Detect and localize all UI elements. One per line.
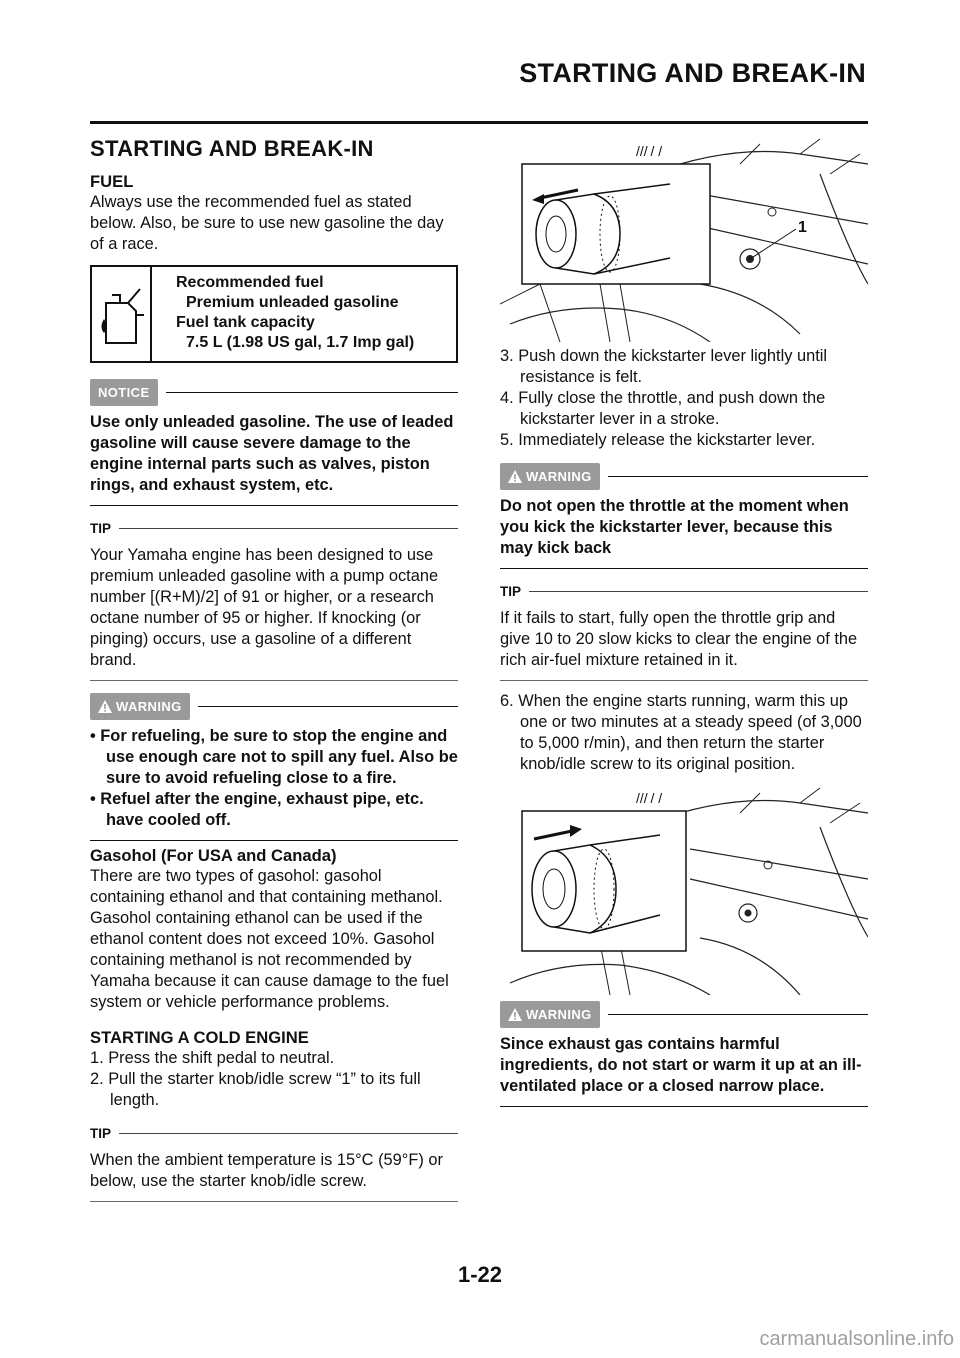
fuel-text: Always use the recommended fuel as stated below. Also, be sure to use new gasoline the day of a race. [90, 193, 444, 253]
spec-value-fuel: Premium unleaded gasoline [186, 294, 399, 311]
warning-label: WARNING [526, 469, 592, 484]
warning-label: WARNING [526, 1007, 592, 1022]
right-column [500, 134, 868, 1107]
warning-badge [90, 693, 190, 720]
warning-end-rule [500, 568, 868, 569]
spec-value-capacity: 7.5 L (1.98 US gal, 1.7 Imp gal) [186, 334, 415, 351]
fuel-heading: FUEL [90, 172, 134, 191]
warning-label: WARNING [116, 699, 182, 714]
tip-header [500, 581, 868, 602]
warning-triangle-icon [98, 700, 112, 713]
step-item: 6. When the engine starts running, warm this up one or two minutes at a steady speed (of 3,000 to 5,000 r/min), and then return the starter knob/idle screw to its original position. [500, 692, 862, 773]
tip-text: Your Yamaha engine has been designed to use premium unleaded gasoline with a pump octane number [(R+M)/2] of 91 or higher, or a research octane number of 95 or higher. If knocking (or pinging) occurs, use a gasoline of a different brand. [90, 546, 439, 669]
step-item: 3. Push down the kickstarter lever lightly until resistance is felt. [500, 347, 828, 386]
tip-header [90, 1123, 458, 1144]
cold-start-heading: STARTING A COLD ENGINE [90, 1028, 309, 1047]
tip-rule [529, 591, 868, 592]
tip-label: TIP [90, 521, 112, 536]
tip-rule [119, 1133, 458, 1134]
warning-rule [198, 706, 458, 707]
tip-end-rule [90, 680, 458, 681]
notice-badge: NOTICE [90, 379, 158, 406]
section-title: STARTING AND BREAK-IN [90, 136, 374, 161]
fuel-spec-box [90, 265, 458, 363]
page-header-title: STARTING AND BREAK-IN [519, 58, 866, 88]
warning-triangle-icon [508, 470, 522, 483]
warning-text: Do not open the throttle at the moment when you kick the kickstarter lever, because this may kick back [500, 497, 849, 557]
warning-header [90, 693, 458, 720]
step-item: 5. Immediately release the kickstarter lever. [500, 431, 816, 449]
warning-badge [500, 1001, 600, 1028]
callout-1: 1 [798, 219, 807, 236]
watermark: carmanualsonline.info [759, 1328, 954, 1350]
header-rule [90, 121, 868, 124]
notice-end-rule [90, 505, 458, 506]
notice-text: Use only unleaded gasoline. The use of leaded gasoline will cause severe damage to the engine internal parts such as valves, piston rings, and exhaust system, etc. [90, 413, 454, 494]
step-item: 4. Fully close the throttle, and push down the kickstarter lever in a stroke. [500, 389, 826, 428]
gasohol-heading: Gasohol (For USA and Canada) [90, 846, 337, 865]
tip-label: TIP [500, 584, 522, 599]
starter-knob-return-illustration [500, 783, 868, 995]
warning-end-rule [90, 840, 458, 841]
step-item: 2. Pull the starter knob/idle screw “1” to its full length. [90, 1070, 421, 1109]
starter-knob-illustration [500, 134, 868, 342]
figure-label: /// / / [636, 143, 663, 159]
warning-text: Since exhaust gas contains harmful ingredients, do not start or warm it up at an ill-ventilated place or a closed narrow place. [500, 1035, 862, 1095]
spec-label-recommended-fuel: Recommended fuel [176, 274, 324, 291]
step-item: 1. Press the shift pedal to neutral. [90, 1049, 335, 1067]
figure-label: /// / / [636, 790, 663, 806]
tip-header [90, 518, 458, 539]
notice-rule [166, 392, 458, 393]
tip-rule [119, 528, 458, 529]
gasohol-text: There are two types of gasohol: gasohol containing ethanol and that containing methanol. Gasohol containing ethanol can be used if the ethanol content does not exceed 10%. Gasohol containing methanol is not recommended by Yamaha because it can cause damage to the fuel system or vehicle performance problems. [90, 867, 449, 1011]
fuel-can-icon [92, 267, 152, 361]
warning-bullet: • Refuel after the engine, exhaust pipe, etc. have cooled off. [90, 790, 424, 829]
tip-text: If it fails to start, fully open the throttle grip and give 10 to 20 slow kicks to clear the engine of the rich air-fuel mixture retained in it. [500, 609, 858, 669]
tip-end-rule [90, 1201, 458, 1202]
warning-rule [608, 476, 868, 477]
warning-bullet: • For refueling, be sure to stop the engine and use enough care not to spill any fuel. Also be sure to avoid refueling close to a fire. [90, 727, 458, 787]
warning-header [500, 463, 868, 490]
warning-end-rule [500, 1106, 868, 1107]
tip-label: TIP [90, 1126, 112, 1141]
fuel-spec-text [152, 267, 414, 361]
warning-header [500, 1001, 868, 1028]
left-column [90, 134, 458, 1202]
warning-triangle-icon [508, 1008, 522, 1021]
tip-end-rule [500, 680, 868, 681]
tip-text: When the ambient temperature is 15°C (59°F) or below, use the starter knob/idle screw. [90, 1151, 443, 1190]
notice-header [90, 379, 458, 406]
figure-starter-knob-return [500, 783, 868, 995]
warning-badge [500, 463, 600, 490]
spec-label-tank-capacity: Fuel tank capacity [176, 314, 315, 331]
page-number: 1-22 [457, 1262, 503, 1287]
figure-starter-knob-pull [500, 134, 868, 342]
warning-rule [608, 1014, 868, 1015]
